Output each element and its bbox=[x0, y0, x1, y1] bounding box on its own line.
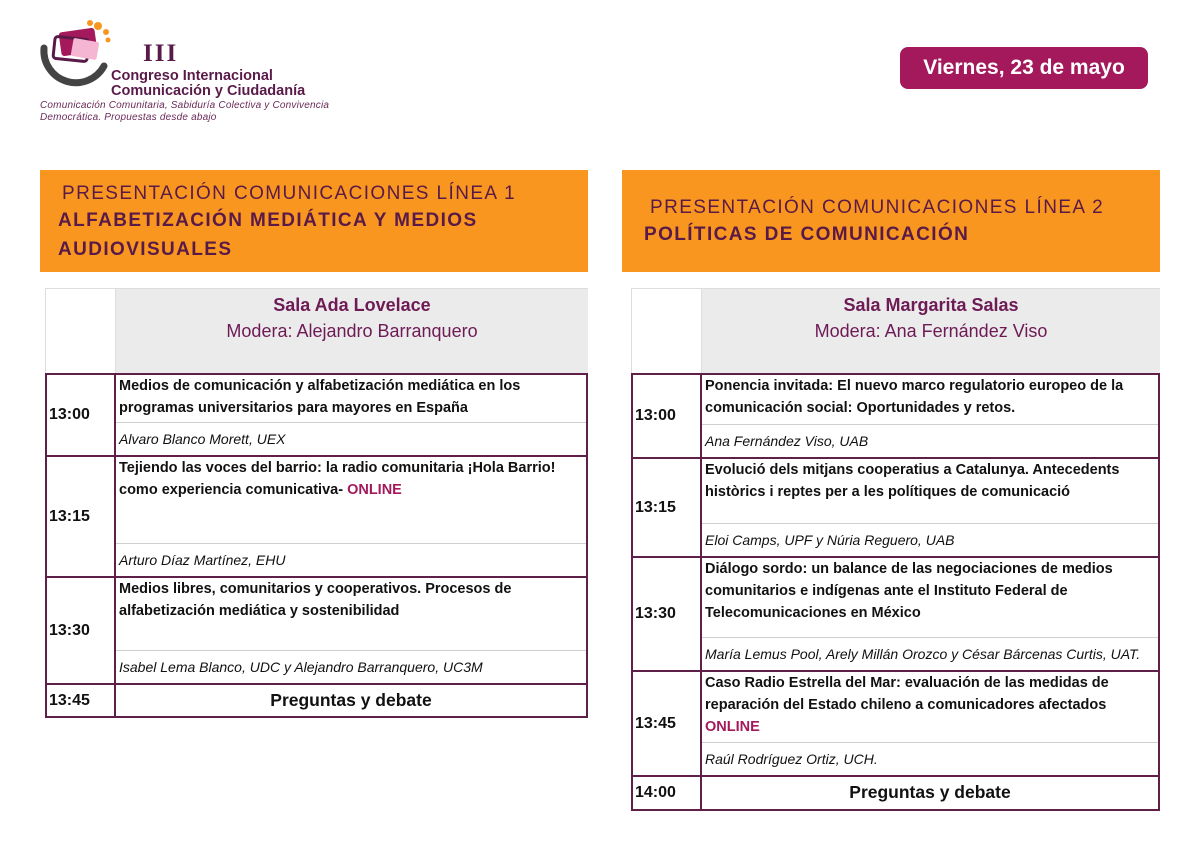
room-header bbox=[45, 288, 588, 373]
session-content bbox=[116, 375, 586, 455]
debate-label: Preguntas y debate bbox=[270, 690, 432, 710]
session-title bbox=[116, 578, 586, 651]
line1-banner bbox=[40, 170, 588, 272]
session-row bbox=[45, 373, 588, 457]
online-tag: ONLINE bbox=[705, 719, 760, 735]
room-header-spacer bbox=[632, 289, 702, 373]
session-title-text: Medios de comunicación y alfabetización mediática en los programas universitarios para mayores en España bbox=[119, 378, 521, 416]
congress-logo-icon bbox=[34, 18, 114, 90]
line1-schedule bbox=[45, 288, 588, 718]
line1-title: ALFABETIZACIÓN MEDIÁTICA Y MEDIOS AUDIOVISUALES bbox=[58, 210, 478, 260]
session-time: 13:45 bbox=[633, 672, 702, 775]
debate-time: 14:00 bbox=[633, 777, 702, 809]
session-title bbox=[702, 672, 1158, 743]
session-time: 13:00 bbox=[633, 375, 702, 457]
room-name: Sala Margarita Salas bbox=[843, 295, 1019, 315]
moderator: Modera: Ana Fernández Viso bbox=[814, 321, 1048, 341]
session-content bbox=[702, 558, 1158, 670]
line2-banner bbox=[622, 170, 1160, 272]
session-author: Alvaro Blanco Morett, UEX bbox=[119, 431, 286, 447]
session-content bbox=[116, 578, 586, 683]
room-name: Sala Ada Lovelace bbox=[273, 295, 431, 315]
moderator: Modera: Alejandro Barranquero bbox=[226, 321, 478, 341]
session-author: María Lemus Pool, Arely Millán Orozco y César Bárcenas Curtis, UAT. bbox=[705, 646, 1141, 662]
session-row bbox=[631, 373, 1160, 459]
session-author: Eloi Camps, UPF y Núria Reguero, UAB bbox=[705, 532, 955, 548]
session-title-text: Medios libres, comunitarios y cooperativos. Procesos de alfabetización mediática y sostenibilidad bbox=[119, 581, 512, 619]
session-row bbox=[631, 672, 1160, 777]
session-title-text: Tejiendo las voces del barrio: la radio comunitaria ¡Hola Barrio! como experiencia comunicativa- bbox=[119, 460, 556, 498]
session-row bbox=[45, 457, 588, 578]
logo-title-line2: Comunicación y Ciudadanía bbox=[111, 83, 306, 99]
session-content bbox=[702, 672, 1158, 775]
session-author: Isabel Lema Blanco, UDC y Alejandro Barranquero, UC3M bbox=[119, 659, 483, 675]
logo-edition-number: III bbox=[143, 40, 179, 67]
room-info bbox=[702, 289, 1160, 373]
line2-kicker: PRESENTACIÓN COMUNICACIONES LÍNEA 2 bbox=[650, 197, 1105, 218]
session-row bbox=[45, 578, 588, 685]
online-tag: ONLINE bbox=[347, 482, 402, 498]
session-time: 13:30 bbox=[47, 578, 116, 683]
line2-title: POLÍTICAS DE COMUNICACIÓN bbox=[644, 224, 970, 245]
session-title-text: Caso Radio Estrella del Mar: evaluación de las medidas de reparación del Estado chileno a comunicadores afectados bbox=[705, 675, 1109, 713]
session-title-text: Diálogo sordo: un balance de las negociaciones de medios comunitarios e indígenas ante el Instituto Federal de Telecomunicaciones en México bbox=[705, 561, 1113, 621]
line1-kicker: PRESENTACIÓN COMUNICACIONES LÍNEA 1 bbox=[62, 183, 517, 204]
session-author: Ana Fernández Viso, UAB bbox=[705, 433, 869, 449]
logo-tagline: Comunicación Comunitaria, Sabiduría Colectiva y Convivencia Democrática. Propuestas desde abajo bbox=[40, 100, 330, 123]
session-time: 13:30 bbox=[633, 558, 702, 670]
debate-row bbox=[631, 777, 1160, 811]
session-content bbox=[116, 457, 586, 576]
session-time: 13:00 bbox=[47, 375, 116, 455]
room-header-spacer bbox=[46, 289, 116, 373]
session-title bbox=[116, 375, 586, 423]
session-content bbox=[702, 459, 1158, 556]
debate-label: Preguntas y debate bbox=[849, 782, 1011, 802]
session-author: Arturo Díaz Martínez, EHU bbox=[119, 552, 286, 568]
session-title-text: Ponencia invitada: El nuevo marco regulatorio europeo de la comunicación social: Oportunidades y retos. bbox=[705, 378, 1124, 416]
date-badge: Viernes, 23 de mayo bbox=[900, 47, 1148, 89]
session-row bbox=[631, 558, 1160, 672]
session-title-text: Evolució dels mitjans cooperatius a Catalunya. Antecedents històrics i reptes per a les polítiques de comunicació bbox=[705, 462, 1120, 500]
room-info bbox=[116, 289, 588, 373]
congress-logo bbox=[30, 14, 350, 123]
session-time: 13:15 bbox=[633, 459, 702, 556]
session-row bbox=[631, 459, 1160, 558]
session-time: 13:15 bbox=[47, 457, 116, 576]
debate-time: 13:45 bbox=[47, 685, 116, 716]
session-author: Raúl Rodríguez Ortiz, UCH. bbox=[705, 751, 878, 767]
session-title bbox=[702, 459, 1158, 524]
room-header bbox=[631, 288, 1160, 373]
debate-row bbox=[45, 685, 588, 718]
session-content bbox=[702, 375, 1158, 457]
line2-schedule bbox=[631, 288, 1160, 811]
logo-title-line1: Congreso Internacional bbox=[111, 68, 273, 84]
session-title bbox=[702, 558, 1158, 638]
session-title bbox=[116, 457, 586, 544]
session-title bbox=[702, 375, 1158, 425]
